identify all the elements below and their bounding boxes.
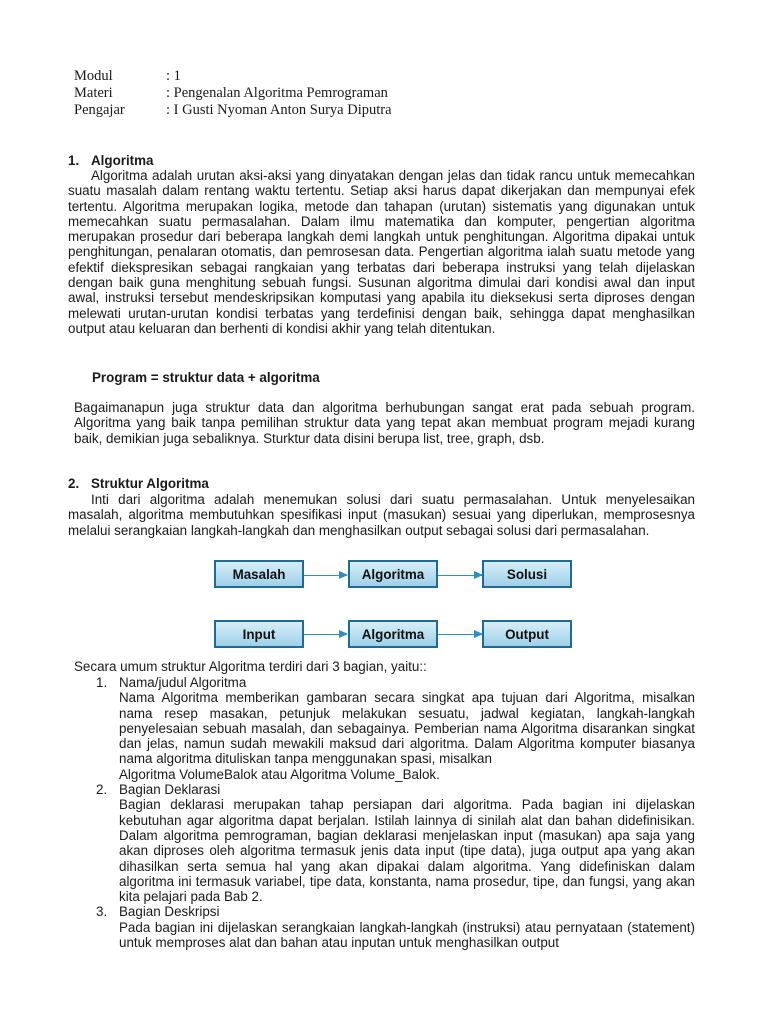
module-info: [74, 68, 392, 119]
arrow-icon: [304, 575, 347, 576]
section-1-heading: [68, 153, 154, 168]
list-item-body: Bagian deklarasi merupakan tahap persiapan dari algoritma. Pada bagian ini dijelaskan kebutuhan agar algoritma dapat berjalan. Istilah lainnya di sinilah alat dan bahan didefinisikan. Dalam algoritma pemrograman, bagian deklarasi menjelaskan input (masukan) apa saja yang akan diproses oleh algoritma termasuk jenis data input (tipe data), juga output apa yang akan dihasilkan serta semua hal yang akan dipakai dalam algoritma. Yang didefiniskan dalam algoritma ini termasuk variabel, tipe data, konstanta, nama prosedur, tipe, dan fungsi, yang akan kita pelajari pada Bab 2.: [119, 797, 695, 905]
section-2-heading: [68, 476, 209, 491]
arrow-icon: [438, 575, 482, 576]
box-masalah: Masalah: [214, 560, 304, 588]
box-output: Output: [482, 620, 572, 648]
meta-value: : I Gusti Nyoman Anton Surya Diputra: [166, 102, 392, 118]
list-item-body: Pada bagian ini dijelaskan serangkaian langkah-langkah (instruksi) atau pernyataan (statement) untuk memproses alat dan bahan atau inputan untuk menghasilkan output: [119, 919, 695, 951]
section-1-paragraph-2: Bagaimanapun juga struktur data dan algoritma berhubungan sangat erat pada sebuah program. Algoritma yang baik tanpa pemilihan struktur data yang tepat akan membuat program mejadi kurang baik, demikian juga sebaliknya. Sturktur data disini berupa list, tree, graph, dsb.: [74, 400, 695, 446]
box-input: Input: [214, 620, 304, 648]
list-item-head: [96, 675, 695, 690]
list-item-title: Bagian Deklarasi: [119, 782, 221, 798]
list-item-body: Nama Algoritma memberikan gambaran secara singkat apa tujuan dari Algoritma, misalkan nama resep masakan, petunjuk melakukan sesuatu, jadwal kegiatan, langkah-langkah penyelesaian sebuah masalah, dan sebagainya. Pemberian nama Algoritma disarankan singkat dan jelas, namun sudah mewakili maksud dari algoritma. Dalam Algoritma komputer biasanya nama algoritma dituliskan tanpa menggunakan spasi, misalkan: [119, 690, 695, 767]
flow-diagram: [214, 557, 578, 653]
list-item-number: 1.: [96, 675, 108, 690]
box-algoritma: Algoritma: [348, 560, 438, 588]
list-item-example: Algoritma VolumeBalok atau Algoritma Volume_Balok.: [119, 766, 440, 782]
list-item-title: Bagian Deskripsi: [119, 904, 220, 920]
meta-row-materi: [74, 85, 392, 102]
formula: Program = struktur data + algoritma: [92, 370, 320, 385]
meta-label: Modul: [74, 68, 113, 84]
structure-list: [96, 675, 695, 950]
list-item: [96, 782, 695, 904]
meta-label: Materi: [74, 85, 113, 101]
list-item-number: 3.: [96, 904, 108, 920]
section-title: Struktur Algoritma: [91, 476, 209, 491]
section-2-paragraph: Inti dari algoritma adalah menemukan solusi dari suatu permasalahan. Untuk menyelesaikan masalah, algoritma membutuhkan spesifikasi input (masukan) sesuai yang diperlukan, memprosesnya melalui serangkaian langkah-langkah dan menghasilkan output sebagai solusi dari permasalahan.: [68, 492, 695, 538]
meta-row-pengajar: [74, 102, 392, 119]
box-solusi: Solusi: [482, 560, 572, 588]
meta-value: : Pengenalan Algoritma Pemrograman: [166, 85, 388, 101]
list-item-head: [96, 782, 695, 797]
meta-row-modul: [74, 68, 392, 85]
list-item-head: [96, 904, 695, 919]
section-number: 2.: [68, 476, 80, 491]
list-item-number: 2.: [96, 782, 108, 798]
list-item: [96, 904, 695, 950]
arrow-icon: [304, 634, 347, 635]
list-item: [96, 675, 695, 782]
structure-intro: Secara umum struktur Algoritma terdiri dari 3 bagian, yaitu::: [74, 659, 427, 674]
list-item-title: Nama/judul Algoritma: [119, 675, 247, 690]
meta-value: : 1: [166, 68, 181, 84]
box-algoritma-2: Algoritma: [348, 620, 438, 648]
meta-label: Pengajar: [74, 102, 125, 118]
section-number: 1.: [68, 153, 80, 168]
arrow-icon: [438, 634, 482, 635]
section-title: Algoritma: [91, 153, 154, 168]
section-1-paragraph: Algoritma adalah urutan aksi-aksi yang dinyatakan dengan jelas dan tidak rancu untuk memecahkan suatu masalah dalam rentang waktu tertentu. Setiap aksi harus dapat dikerjakan dan mempunyai efek tertentu. Algoritma merupakan logika, metode dan tahapan (urutan) sistematis yang digunakan untuk memecahkan suatu permasalahan. Dalam ilmu matematika dan komputer, pengertian algoritma merupakan prosedur dari beberapa langkah demi langkah untuk penghitungan. Algoritma dipakai untuk penghitungan, penalaran otomatis, dan pemrosesan data. Pengertian algoritma ialah suatu metode yang efektif diekspresikan sebagai rangkaian yang terbatas dari beberapa instruksi yang telah dijelaskan dengan baik guna menghitung sebuah fungsi. Susunan algoritma dimulai dari kondisi awal dan input awal, instruksi tersebut mendeskripsikan komputasi yang apabila itu dieksekusi serta diproses dengan melewati urutan-urutan kondisi terbatas yang terdefinisi dengan baik, sehingga dapat menghasilkan output atau keluaran dan berhenti di kondisi akhir yang telah ditentukan.: [68, 168, 695, 336]
